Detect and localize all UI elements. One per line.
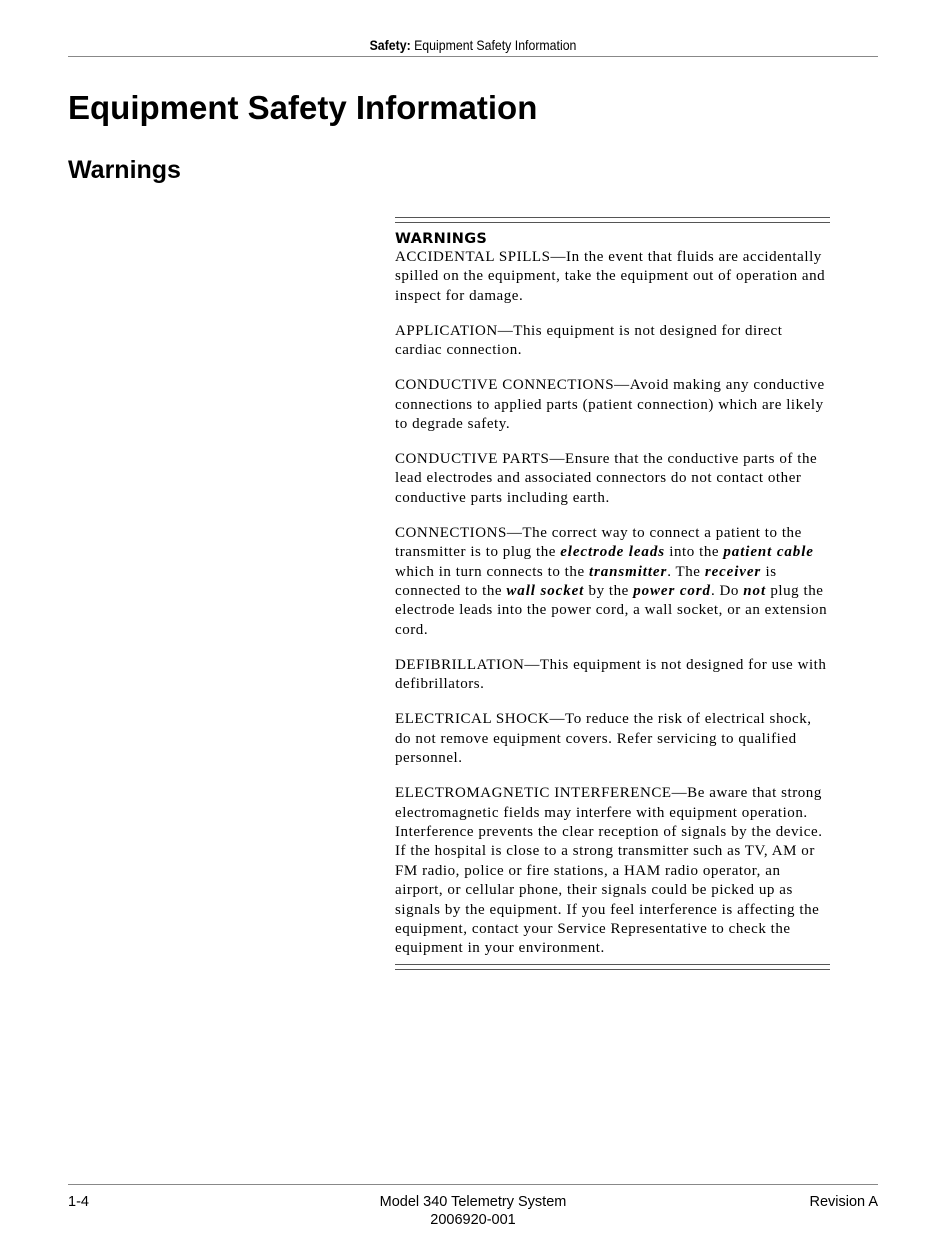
warnings-heading: WARNINGS	[395, 231, 488, 247]
section-title: Warnings	[68, 156, 181, 184]
warning-accidental-spills: ACCIDENTAL SPILLS—In the event that fluids are accidentally spilled on the equipment, take the equipment out of operation and inspect for damage.	[395, 249, 826, 304]
warning-conductive-parts: CONDUCTIVE PARTS—Ensure that the conductive parts of the lead electrodes and associated connectors do not contact other conductive parts including earth.	[395, 451, 818, 506]
page-title: Equipment Safety Information	[68, 89, 538, 126]
connections-emph-power-cord: power cord	[633, 583, 711, 600]
warning-electromagnetic-interference: ELECTROMAGNETIC INTERFERENCE—Be aware that strong electromagnetic fields may interfere with equipment operation. Interference prevents the clear reception of signals by the device. If the hospital is close to a strong transmitter such as TV, AM or FM radio, police or fire stations, a HAM radio operator, an airport, or cellular phone, their signals could be picked up as signals by the equipment. If you feel interference is affecting the equipment, contact your Service Representative to check the equipment in your environment.	[395, 785, 823, 957]
footer-product: Model 340 Telemetry System	[379, 1194, 567, 1210]
warnings-box	[395, 217, 830, 970]
running-header-title: Equipment Safety Information	[410, 37, 577, 53]
connections-emph-transmitter: transmitter	[588, 563, 668, 580]
connections-emph-not: not	[743, 583, 767, 600]
warning-connections	[395, 524, 830, 640]
footer-product-block	[68, 1193, 878, 1229]
warning-defibrillation: DEFIBRILLATION—This equipment is not designed for use with defibrillators.	[395, 656, 827, 693]
connections-emph-electrode-leads: electrode leads	[560, 544, 665, 561]
footer-revision: Revision A	[809, 1194, 878, 1210]
connections-emph-receiver: receiver	[704, 563, 762, 580]
connections-text-2: into the	[664, 544, 724, 561]
connections-text-8: plug the electrode leads into the power cord, a wall socket, or an extension cord.	[395, 583, 828, 638]
footer-doc-number: 2006920-001	[430, 1212, 516, 1228]
warnings-top-rule	[395, 217, 830, 223]
warning-conductive-connections: CONDUCTIVE CONNECTIONS—Avoid making any conductive connections to applied parts (patient connection) which are likely to degrade safety.	[395, 377, 825, 433]
warnings-bottom-rule	[395, 964, 830, 970]
connections-text-7: . Do	[710, 583, 744, 600]
header-rule	[68, 56, 878, 57]
running-header-section: Safety:	[369, 37, 411, 53]
connections-emph-patient-cable: patient cable	[723, 544, 814, 561]
connections-emph-wall-socket: wall socket	[506, 583, 585, 600]
connections-text-5: is connected to the	[395, 563, 777, 600]
connections-text-3: which in turn connects to the	[395, 563, 589, 580]
footer-page-number: 1-4	[68, 1194, 89, 1210]
footer-rule	[68, 1184, 878, 1185]
warning-electrical-shock: ELECTRICAL SHOCK—To reduce the risk of electrical shock, do not remove equipment covers. Refer servicing to qualified personnel.	[395, 711, 812, 767]
connections-text-4: . The	[667, 563, 705, 580]
running-header	[117, 36, 830, 54]
connections-text-6: by the	[584, 583, 634, 600]
warning-application: APPLICATION—This equipment is not designed for direct cardiac connection.	[395, 322, 783, 359]
connections-text-1: CONNECTIONS—The correct way to connect a patient to the transmitter is to plug the	[395, 524, 802, 561]
